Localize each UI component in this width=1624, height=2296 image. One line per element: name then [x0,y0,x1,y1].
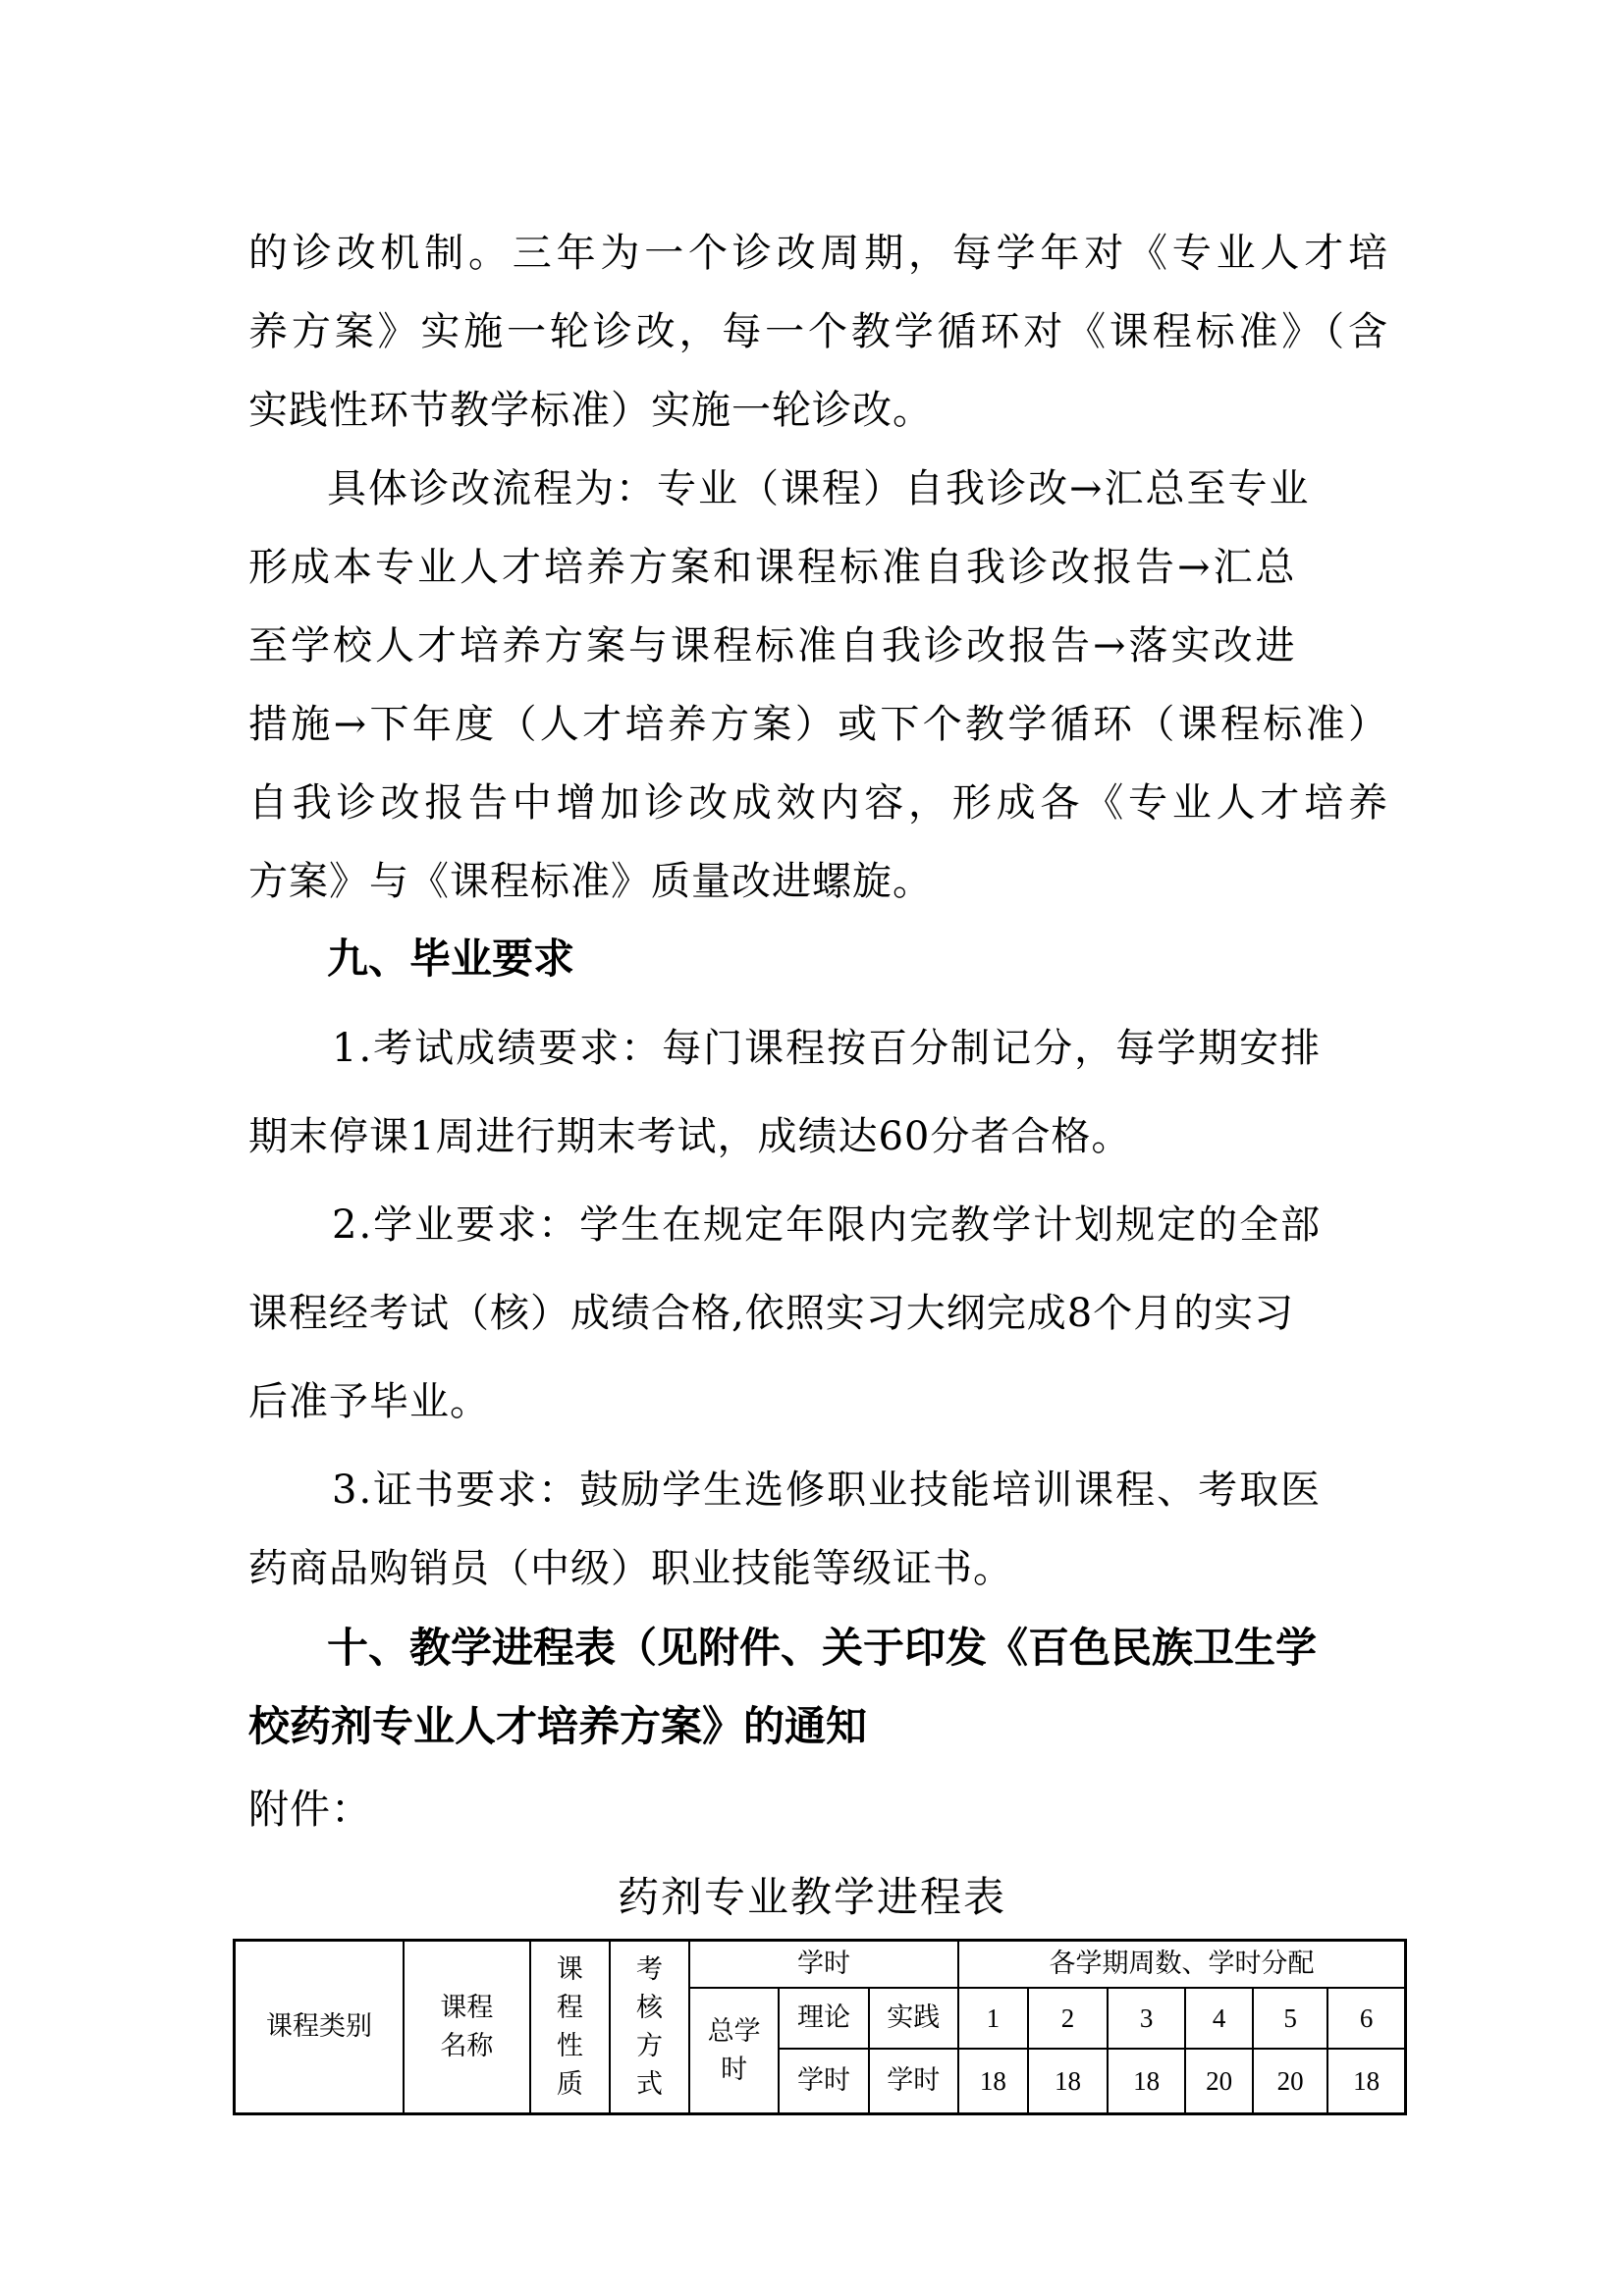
header-assessment-method: 考核方式 [610,1941,689,2114]
header-course-nature: 课程性质 [530,1941,610,2114]
paragraph-line: 具体诊改流程为：专业（课程）自我诊改→汇总至专业 [327,466,1311,511]
list-item: 药商品购销员（中级）职业技能等级证书。 [248,1546,1013,1591]
list-item: 3.证书要求：鼓励学生选修职业技能培训课程、考取医 [332,1468,1323,1513]
semester-number: 5 [1253,1988,1327,2049]
list-item: 期末停课1周进行期末考试，成绩达60分者合格。 [248,1114,1132,1159]
section-heading: 校药剂专业人才培养方案》的通知 [248,1702,868,1750]
paragraph-line: 实践性环节教学标准）实施一轮诊改。 [248,388,933,433]
semester-weeks: 20 [1185,2049,1253,2113]
section-heading: 十、教学进程表（见附件、关于印发《百色民族卫生学 [327,1624,1318,1672]
paragraph-line: 的诊改机制。三年为一个诊改周期，每学年对《专业人才培 [248,231,1387,276]
header-theory-hours: 学时 [779,2049,868,2113]
semester-number: 1 [958,1988,1028,2049]
paragraph-line: 自我诊改报告中增加诊改成效内容，形成各《专业人才培养 [248,780,1387,826]
teaching-schedule-table [233,1939,1407,2115]
semester-weeks: 18 [1327,2049,1405,2113]
semester-number: 3 [1108,1988,1185,2049]
list-item: 课程经考试（核）成绩合格,依照实习大纲完成8个月的实习 [248,1291,1295,1336]
list-item: 1.考试成绩要求：每门课程按百分制记分，每学期安排 [332,1026,1323,1071]
semester-number: 2 [1028,1988,1108,2049]
section-heading: 九、毕业要求 [327,934,575,983]
header-theory: 理论 [779,1988,868,2049]
paragraph-line: 方案》与《课程标准》质量改进螺旋。 [248,859,933,904]
header-course-category: 课程类别 [235,1941,404,2114]
paragraph-line: 养方案》实施一轮诊改，每一个教学循环对《课程标准》（含 [248,309,1387,354]
semester-number: 6 [1327,1988,1405,2049]
table-title: 药剂专业教学进程表 [617,1873,1006,1921]
semester-weeks: 18 [1108,2049,1185,2113]
semester-weeks: 18 [958,2049,1028,2113]
semester-weeks: 18 [1028,2049,1108,2113]
header-course-name: 课程名称 [404,1941,530,2114]
list-item: 2.学业要求：学生在规定年限内完教学计划规定的全部 [332,1202,1323,1248]
list-item: 后准予毕业。 [248,1379,490,1424]
header-semester-distribution: 各学期周数、学时分配 [958,1941,1406,1988]
attachment-label: 附件： [248,1786,372,1833]
paragraph-line: 措施→下年度（人才培养方案）或下个教学循环（课程标准） [248,702,1387,747]
paragraph-line: 形成本专业人才培养方案和课程标准自我诊改报告→汇总 [248,545,1298,590]
semester-number: 4 [1185,1988,1253,2049]
header-practice: 实践 [869,1988,958,2049]
header-total-hours: 总学时 [689,1988,779,2114]
paragraph-line: 至学校人才培养方案与课程标准自我诊改报告→落实改进 [248,623,1298,668]
semester-weeks: 20 [1253,2049,1327,2113]
header-practice-hours: 学时 [869,2049,958,2113]
header-hours: 学时 [689,1941,958,1988]
